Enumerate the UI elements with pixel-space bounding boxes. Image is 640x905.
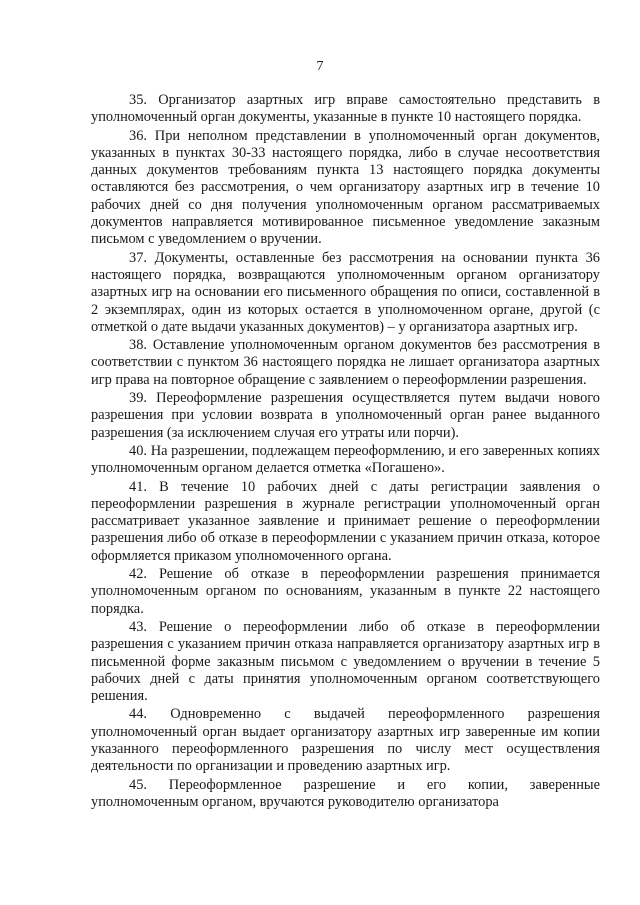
document-body <box>91 92 600 811</box>
paragraph-42: 42. Решение об отказе в переоформлении разрешения принимается уполномоченным органом по основаниям, указанным в пункте 22 настоящего порядка. <box>91 566 600 617</box>
paragraph-43: 43. Решение о переоформлении либо об отказе в переоформлении разрешения с указанием причин отказа направляется организатору азартных игр в письменной форме заказным письмом с уведомлением о вручении в течение 5 рабочих дней с даты принятия уполномоченным органом соответствующего решения. <box>91 618 600 705</box>
paragraph-41: 41. В течение 10 рабочих дней с даты регистрации заявления о переоформлении разрешения в журнале регистрации уполномоченный орган рассматривает указанное заявление и принимает решение о переоформлении разрешения либо об отказе в переоформлении с указанием причин отказа, которое оформляется приказом уполномоченного органа. <box>91 478 600 564</box>
paragraph-36: 36. При неполном представлении в уполномоченный орган документов, указанных в пунктах 30-33 настоящего порядка, либо в случае несоответствия данных документов требованиям пункта 13 настоящего порядка документы оставляются без рассмотрения, о чем организатору азартных игр в течение 10 рабочих дней со дня получения уполномоченным органом рассматриваемых документов направляется мотивированное письменное уведомление заказным письмом с уведомлением о вручении. <box>91 127 600 248</box>
page-number: 7 <box>316 59 324 74</box>
paragraph-35: 35. Организатор азартных игр вправе самостоятельно представить в уполномоченный орган документы, указанные в пункте 10 настоящего порядка. <box>91 92 600 126</box>
paragraph-38: 38. Оставление уполномоченным органом документов без рассмотрения в соответствии с пунктом 36 настоящего порядка не лишает организатора азартных игр права на повторное обращение с заявлением о переоформлении разрешения. <box>91 337 600 388</box>
paragraph-45: 45. Переоформленное разрешение и его копии, заверенные уполномоченным органом, вручаются руководителю организатора <box>91 776 600 810</box>
paragraph-40: 40. На разрешении, подлежащем переоформлению, и его заверенных копиях уполномоченным органом делается отметка «Погашено». <box>91 442 600 477</box>
paragraph-44: 44. Одновременно с выдачей переоформленного разрешения уполномоченный орган выдает организатору азартных игр заверенные им копии указанного переоформленного разрешения по числу мест осуществления деятельности по организации и проведению азартных игр. <box>91 706 600 775</box>
paragraph-39: 39. Переоформление разрешения осуществляется путем выдачи нового разрешения при условии возврата в уполномоченный орган ранее выданного разрешения (за исключением случая его утраты или порчи). <box>91 390 600 441</box>
paragraph-37: 37. Документы, оставленные без рассмотрения на основании пункта 36 настоящего порядка, возвращаются уполномоченным органом организатору азартных игр на основании его письменного обращения по описи, составленной в 2 экземплярах, один из которых остается в уполномоченном органе, другой (с отметкой о дате выдачи указанных документов) – у организатора азартных игр. <box>91 249 600 335</box>
